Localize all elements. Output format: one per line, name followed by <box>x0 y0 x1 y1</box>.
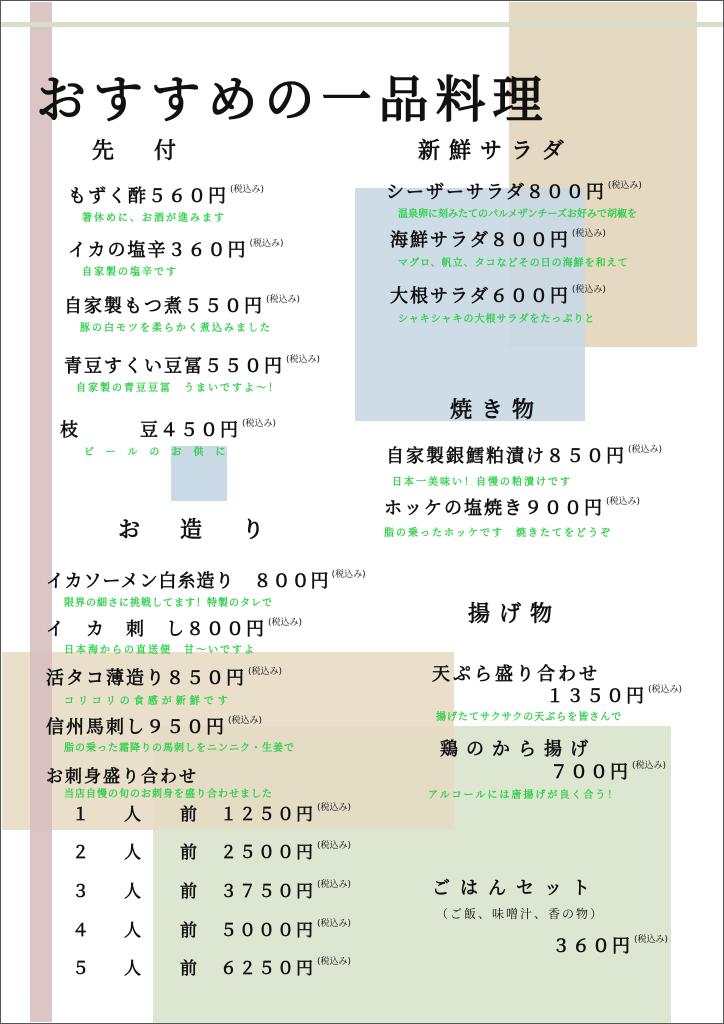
page-title: おすすめの一品料理 <box>36 70 550 129</box>
item-name: 枝 豆４５０円 <box>60 420 240 441</box>
row-price: ６２５０円 <box>220 959 315 979</box>
row-unit: 人 <box>124 882 143 902</box>
item-note: 日本海からの直送便 甘〜いですよ <box>64 645 256 656</box>
item-note: コリコリの食感が新鮮です <box>64 696 232 707</box>
item-note: 脂の乗ったホッケです 焼きたてをどうぞ <box>384 528 612 539</box>
tax-label: (税込み) <box>571 285 606 295</box>
sashimi-assort-note: 当店自慢の旬のお刺身を盛り合わせました <box>64 789 273 800</box>
row-unit: 人 <box>124 843 143 863</box>
sashimi-row <box>72 916 351 941</box>
item-note: 温泉卵に刻みたてのパルメザンチーズお好みで胡椒を <box>398 209 637 220</box>
row-count: ２ <box>72 843 91 863</box>
tax-label: (税込み) <box>228 716 263 726</box>
row-count: １ <box>72 805 91 825</box>
tax-label: (税込み) <box>634 935 669 945</box>
sashimi-row <box>72 800 351 825</box>
item-name: 海鮮サラダ８００円 <box>390 230 570 251</box>
menu-item <box>60 416 276 442</box>
sashimi-row <box>72 877 351 902</box>
section-agemono: 揚げ物 <box>468 602 562 627</box>
tax-label: (税込み) <box>230 185 265 195</box>
item-note: 豚の白モツを柔らかく煮込みました <box>80 323 272 334</box>
item-price: １３５０円 <box>546 686 646 707</box>
item-name: 大根サラダ６００円 <box>390 286 570 307</box>
item-note: 箸休めに、お酒が進みます <box>82 213 226 224</box>
row-unit: 人 <box>124 921 143 941</box>
tax-label: (税込み) <box>268 618 303 628</box>
row-unit: 人 <box>124 959 143 979</box>
gohan-set-name: ごはんセット <box>432 878 600 899</box>
item-price: ３６０円 <box>552 936 632 957</box>
item-name: イ カ 刺 し８００円 <box>46 619 266 640</box>
menu-item <box>68 182 264 208</box>
menu-item <box>384 494 640 520</box>
item-name: 自家製銀鱈粕漬け８５０円 <box>386 446 626 467</box>
item-note: マグロ、帆立、タコなどその日の海鮮を和えて <box>398 258 629 269</box>
menu-item <box>64 292 300 318</box>
tax-label: (税込み) <box>648 685 683 695</box>
row-mae: 前 <box>180 805 199 825</box>
section-otsukuri: お 造 り <box>118 518 274 543</box>
item-name: イカソーメン白糸造り ８００円 <box>46 571 330 592</box>
menu-item-name: 鶏のから揚げ <box>440 739 596 760</box>
row-price: ２５００円 <box>220 843 315 863</box>
tax-label: (税込み) <box>266 295 301 305</box>
tax-label: (税込み) <box>317 803 352 813</box>
row-price: ３７５０円 <box>220 882 315 902</box>
tax-label: (税込み) <box>628 445 663 455</box>
menu-item <box>386 178 642 204</box>
section-yakimono: 焼き物 <box>450 398 544 423</box>
menu-item <box>64 352 320 378</box>
tax-label: (税込み) <box>331 570 366 580</box>
item-note: 脂の乗った霜降りの馬刺しをニンニク・生姜で <box>64 743 295 754</box>
row-count: ５ <box>72 959 91 979</box>
item-name: 活タコ薄造り８５０円 <box>46 668 246 689</box>
menu-item <box>390 282 606 308</box>
tax-label: (税込み) <box>248 667 283 677</box>
item-note: アルコールには唐揚げが良く合う！ <box>428 790 620 801</box>
item-note: 日本一美味い！自慢の粕漬けです <box>392 477 572 488</box>
menu-item-price <box>550 758 666 784</box>
row-unit: 人 <box>124 805 143 825</box>
tax-label: (税込み) <box>571 229 606 239</box>
tax-label: (税込み) <box>249 239 284 249</box>
item-note: 揚げたてサクサクの天ぷらを皆さんで <box>436 712 623 723</box>
item-name: イカの塩辛３６０円 <box>68 240 248 261</box>
tax-label: (税込み) <box>317 957 352 967</box>
row-mae: 前 <box>180 959 199 979</box>
menu-item <box>46 615 302 641</box>
menu-item <box>46 664 282 690</box>
tax-label: (税込み) <box>632 761 667 771</box>
tax-label: (税込み) <box>317 919 352 929</box>
tax-label: (税込み) <box>317 841 352 851</box>
menu-item <box>46 713 262 739</box>
menu-item-price <box>546 682 682 708</box>
item-note: ビールのお供に <box>84 447 238 458</box>
menu-item <box>46 567 366 593</box>
row-count: ４ <box>72 921 91 941</box>
tax-label: (税込み) <box>606 497 641 507</box>
gohan-set-desc: （ご飯、味噌汁、香の物） <box>436 907 605 921</box>
sashimi-row <box>72 838 351 863</box>
section-sakizuke: 先 付 <box>92 139 186 164</box>
item-name: ホッケの塩焼き９００円 <box>384 498 604 519</box>
row-mae: 前 <box>180 882 199 902</box>
item-name: 信州馬刺し９５０円 <box>46 717 226 738</box>
row-price: ５０００円 <box>220 921 315 941</box>
tax-label: (税込み) <box>317 880 352 890</box>
item-name: 青豆すくい豆冨５５０円 <box>64 356 284 377</box>
menu-item <box>390 226 606 252</box>
sashimi-assort-title: お刺身盛り合わせ <box>46 767 198 787</box>
item-note: 自家製の青豆豆冨 うまいですよ〜！ <box>76 383 280 394</box>
menu-item <box>68 236 284 262</box>
tax-label: (税込み) <box>286 355 321 365</box>
row-count: ３ <box>72 882 91 902</box>
item-name: シーザーサラダ８００円 <box>386 182 606 203</box>
row-price: １２５０円 <box>220 805 315 825</box>
tax-label: (税込み) <box>242 419 277 429</box>
item-note: 自家製の塩辛です <box>82 267 178 278</box>
item-note: シャキシャキの大根サラダをたっぷりと <box>398 314 596 325</box>
item-note: 限界の細さに挑戦してます！特製のタレで <box>64 598 273 609</box>
item-name: もずく酢５６０円 <box>68 186 228 207</box>
menu-item <box>386 442 662 468</box>
section-salad: 新鮮サラダ <box>418 139 573 164</box>
item-price: ７００円 <box>550 762 630 783</box>
item-name: 自家製もつ煮５５０円 <box>64 296 264 317</box>
sashimi-row <box>72 954 351 979</box>
tax-label: (税込み) <box>607 181 642 191</box>
row-mae: 前 <box>180 843 199 863</box>
row-mae: 前 <box>180 921 199 941</box>
gohan-set-price <box>552 932 668 958</box>
menu-item-name: 天ぷら盛り合わせ <box>432 664 600 685</box>
